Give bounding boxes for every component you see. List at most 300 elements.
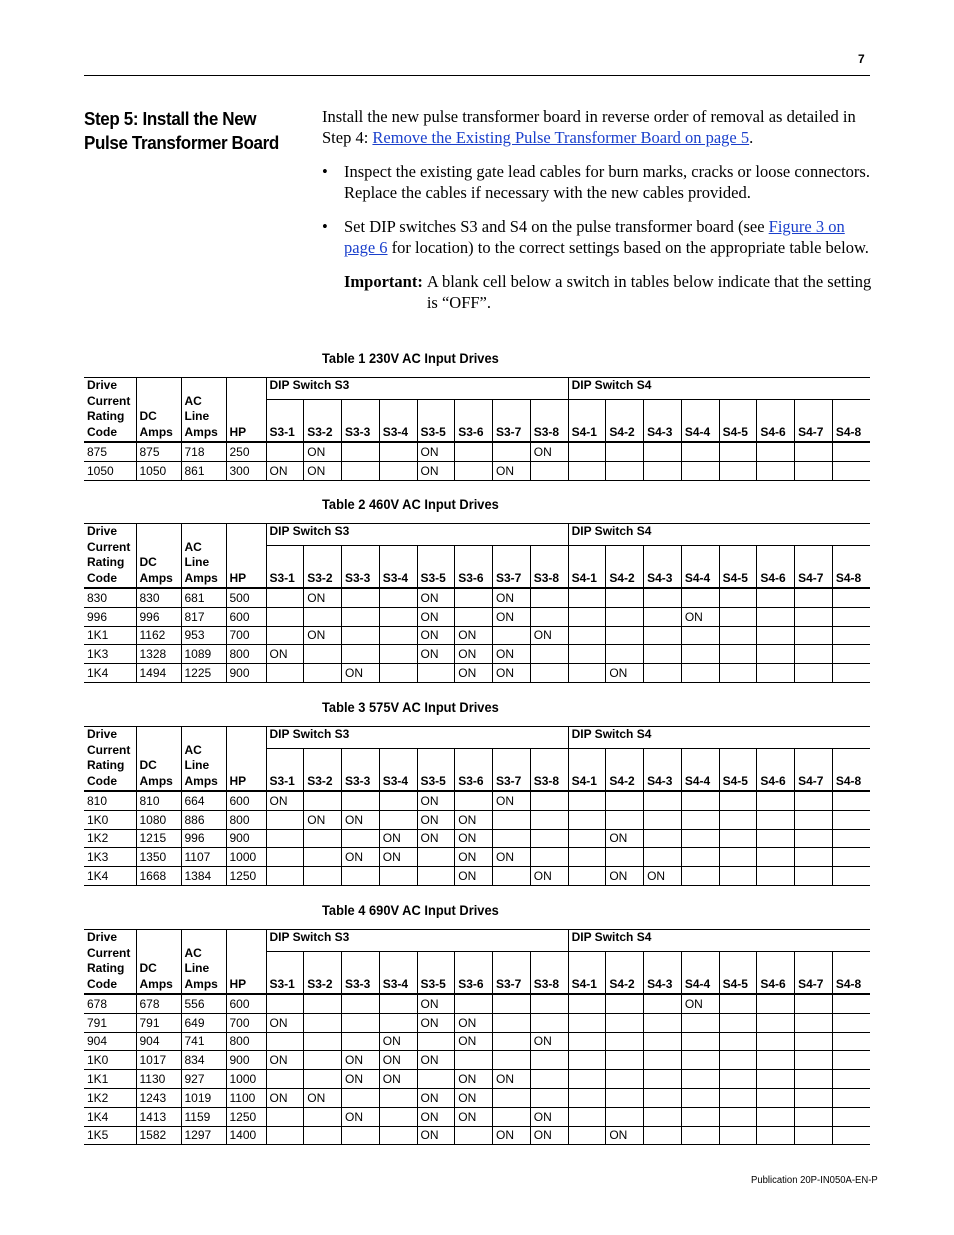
table-cell: 250 bbox=[226, 442, 266, 461]
table-cell bbox=[644, 664, 682, 683]
header-switch: S4-1 bbox=[568, 952, 606, 994]
table-cell: ON bbox=[266, 645, 304, 664]
header-dc-amps: DC Amps bbox=[136, 930, 181, 995]
table-cell bbox=[493, 829, 531, 848]
header-switch: S4-3 bbox=[644, 952, 682, 994]
table-cell bbox=[568, 829, 606, 848]
table-cell: ON bbox=[606, 664, 644, 683]
table-cell bbox=[644, 607, 682, 626]
table-cell: 1K2 bbox=[84, 829, 136, 848]
table-cell bbox=[342, 1032, 380, 1051]
table-cell bbox=[719, 1013, 757, 1032]
table-row bbox=[84, 994, 870, 1013]
table-cell: 1K3 bbox=[84, 645, 136, 664]
table-cell bbox=[568, 1070, 606, 1089]
table-cell bbox=[795, 626, 833, 645]
table-cell bbox=[530, 848, 568, 867]
table-cell: ON bbox=[455, 1013, 493, 1032]
table-cell bbox=[530, 829, 568, 848]
table-cell bbox=[644, 1126, 682, 1145]
body-text bbox=[322, 107, 872, 313]
table-caption: Table 2 460V AC Input Drives bbox=[322, 496, 499, 512]
table-cell bbox=[342, 588, 380, 607]
table-cell bbox=[606, 442, 644, 461]
table-cell bbox=[379, 1126, 417, 1145]
table-cell: ON bbox=[606, 1126, 644, 1145]
table-row bbox=[84, 1107, 870, 1126]
table-cell bbox=[266, 848, 304, 867]
table-row bbox=[84, 442, 870, 461]
table-cell: 830 bbox=[136, 588, 181, 607]
table-cell bbox=[530, 645, 568, 664]
table-cell bbox=[757, 994, 795, 1013]
header-drive-code: Drive Current Rating Code bbox=[84, 930, 136, 995]
header-switch: S4-5 bbox=[719, 546, 757, 588]
table-cell: 1000 bbox=[226, 1070, 266, 1089]
table-cell bbox=[644, 442, 682, 461]
table-cell: 886 bbox=[181, 810, 226, 829]
table-cell bbox=[606, 994, 644, 1013]
table-cell: 664 bbox=[181, 791, 226, 810]
table-cell bbox=[530, 810, 568, 829]
table-cell bbox=[832, 645, 870, 664]
table-cell: ON bbox=[417, 1051, 455, 1070]
table-cell: 996 bbox=[136, 607, 181, 626]
header-switch: S3-6 bbox=[455, 952, 493, 994]
table-cell bbox=[379, 791, 417, 810]
header-switch: S4-5 bbox=[719, 400, 757, 442]
table-cell: ON bbox=[379, 848, 417, 867]
table-row bbox=[84, 645, 870, 664]
table-cell bbox=[606, 645, 644, 664]
table-cell bbox=[832, 848, 870, 867]
header-switch: S3-3 bbox=[342, 546, 380, 588]
table-cell: ON bbox=[417, 626, 455, 645]
table-cell bbox=[530, 994, 568, 1013]
table-cell: 875 bbox=[136, 442, 181, 461]
table-cell: 1019 bbox=[181, 1088, 226, 1107]
header-switch: S4-6 bbox=[757, 546, 795, 588]
table-cell: 1089 bbox=[181, 645, 226, 664]
table-cell: 1130 bbox=[136, 1070, 181, 1089]
table-cell: ON bbox=[455, 1088, 493, 1107]
table-row bbox=[84, 1013, 870, 1032]
table-cell: 1350 bbox=[136, 848, 181, 867]
table-cell: ON bbox=[417, 994, 455, 1013]
table-cell bbox=[757, 1107, 795, 1126]
step-heading-line1: Step 5: Install the New bbox=[84, 108, 257, 129]
table-cell bbox=[681, 626, 719, 645]
table-cell bbox=[795, 1051, 833, 1070]
table-cell bbox=[455, 588, 493, 607]
table-cell bbox=[719, 829, 757, 848]
header-switch: S3-6 bbox=[455, 546, 493, 588]
table-cell bbox=[681, 1107, 719, 1126]
table-cell bbox=[644, 810, 682, 829]
table-row bbox=[84, 1051, 870, 1070]
table-cell: ON bbox=[417, 1013, 455, 1032]
table-cell bbox=[304, 645, 342, 664]
table-cell bbox=[832, 829, 870, 848]
table-cell: ON bbox=[606, 867, 644, 886]
table-cell bbox=[681, 442, 719, 461]
step-heading bbox=[84, 107, 282, 155]
table-cell bbox=[681, 588, 719, 607]
header-switch: S3-3 bbox=[342, 749, 380, 791]
table-cell: ON bbox=[493, 1070, 531, 1089]
table-cell bbox=[379, 461, 417, 480]
table-cell: ON bbox=[530, 1107, 568, 1126]
table-row bbox=[84, 588, 870, 607]
table-cell: 1413 bbox=[136, 1107, 181, 1126]
dip-switch-table bbox=[84, 929, 870, 1145]
table-cell bbox=[795, 848, 833, 867]
bullet-item bbox=[322, 162, 872, 203]
table-cell bbox=[644, 791, 682, 810]
table-cell bbox=[795, 1088, 833, 1107]
table-cell: ON bbox=[379, 1070, 417, 1089]
table-cell bbox=[644, 994, 682, 1013]
table-cell bbox=[568, 867, 606, 886]
table-cell bbox=[719, 664, 757, 683]
table-cell: ON bbox=[266, 1051, 304, 1070]
table-cell bbox=[832, 607, 870, 626]
table-cell: 996 bbox=[84, 607, 136, 626]
table-cell: 953 bbox=[181, 626, 226, 645]
header-switch: S4-3 bbox=[644, 400, 682, 442]
table-cell bbox=[530, 1070, 568, 1089]
table-cell bbox=[568, 810, 606, 829]
table-cell bbox=[832, 791, 870, 810]
table-cell: 800 bbox=[226, 810, 266, 829]
table-cell: ON bbox=[266, 1088, 304, 1107]
table-cell bbox=[719, 848, 757, 867]
header-switch: S3-6 bbox=[455, 749, 493, 791]
table-cell bbox=[606, 810, 644, 829]
table-cell bbox=[719, 1051, 757, 1070]
table-cell bbox=[266, 607, 304, 626]
header-dip-switch-s3: DIP Switch S3 bbox=[266, 930, 568, 952]
table-cell: 500 bbox=[226, 588, 266, 607]
table-cell bbox=[644, 1088, 682, 1107]
table-cell: 791 bbox=[84, 1013, 136, 1032]
table-cell bbox=[493, 442, 531, 461]
table-caption: Table 4 690V AC Input Drives bbox=[322, 902, 499, 918]
table-cell: ON bbox=[455, 810, 493, 829]
table-cell: 1250 bbox=[226, 867, 266, 886]
dip-switch-table bbox=[84, 523, 870, 683]
table-row bbox=[84, 867, 870, 886]
table-cell bbox=[304, 791, 342, 810]
table-cell bbox=[379, 1107, 417, 1126]
table-cell bbox=[568, 1051, 606, 1070]
table-cell bbox=[304, 1051, 342, 1070]
header-switch: S3-4 bbox=[379, 749, 417, 791]
table-cell bbox=[681, 1070, 719, 1089]
figure-3-link[interactable]: Figure 3 on page 6 bbox=[344, 217, 845, 257]
table-cell: 1328 bbox=[136, 645, 181, 664]
header-switch: S3-5 bbox=[417, 749, 455, 791]
table-cell: ON bbox=[455, 1107, 493, 1126]
table-cell: 1000 bbox=[226, 848, 266, 867]
table-cell: 1384 bbox=[181, 867, 226, 886]
intro-text-end: . bbox=[749, 127, 754, 147]
table-cell bbox=[530, 1013, 568, 1032]
header-ac-line-amps: AC Line Amps bbox=[181, 378, 226, 443]
table-cell: ON bbox=[455, 664, 493, 683]
table-cell bbox=[342, 1088, 380, 1107]
table-cell bbox=[530, 791, 568, 810]
table-cell bbox=[757, 588, 795, 607]
table-cell bbox=[266, 867, 304, 886]
header-switch: S4-3 bbox=[644, 546, 682, 588]
table-cell bbox=[719, 1088, 757, 1107]
table-cell bbox=[568, 626, 606, 645]
table-cell: 1162 bbox=[136, 626, 181, 645]
header-switch: S4-8 bbox=[832, 400, 870, 442]
table-cell bbox=[719, 994, 757, 1013]
table-cell bbox=[530, 1088, 568, 1107]
header-switch: S4-8 bbox=[832, 749, 870, 791]
table-cell bbox=[530, 461, 568, 480]
header-hp: HP bbox=[226, 727, 266, 792]
table-cell: 791 bbox=[136, 1013, 181, 1032]
publication-footer: Publication 20P-IN050A-EN-P bbox=[751, 1175, 878, 1186]
table-cell bbox=[757, 461, 795, 480]
table-cell bbox=[757, 867, 795, 886]
table-cell: 700 bbox=[226, 1013, 266, 1032]
table-cell: 1050 bbox=[84, 461, 136, 480]
table-cell bbox=[719, 791, 757, 810]
table-cell: ON bbox=[455, 848, 493, 867]
table-cell bbox=[681, 1051, 719, 1070]
table-cell bbox=[342, 645, 380, 664]
table-cell: 700 bbox=[226, 626, 266, 645]
table-cell bbox=[757, 1051, 795, 1070]
table-cell bbox=[304, 1107, 342, 1126]
table-cell bbox=[266, 994, 304, 1013]
table-cell: ON bbox=[342, 810, 380, 829]
remove-board-link[interactable]: Remove the Existing Pulse Transformer Board on page 5 bbox=[372, 127, 750, 147]
table-cell bbox=[795, 810, 833, 829]
header-switch: S4-7 bbox=[795, 952, 833, 994]
table-cell bbox=[606, 1107, 644, 1126]
table-cell bbox=[681, 848, 719, 867]
header-switch: S3-5 bbox=[417, 952, 455, 994]
table-cell bbox=[719, 607, 757, 626]
header-switch: S4-4 bbox=[681, 546, 719, 588]
table-cell bbox=[795, 791, 833, 810]
header-switch: S3-8 bbox=[530, 546, 568, 588]
table-cell bbox=[342, 626, 380, 645]
table-cell bbox=[266, 1126, 304, 1145]
table-cell: ON bbox=[455, 1070, 493, 1089]
table-cell bbox=[568, 848, 606, 867]
table-cell: 817 bbox=[181, 607, 226, 626]
table-cell: 1K4 bbox=[84, 664, 136, 683]
table-cell bbox=[304, 1070, 342, 1089]
intro-text: Install the new pulse transformer board in reverse order of removal as detailed in Step 4: bbox=[322, 107, 856, 147]
table-cell bbox=[493, 1032, 531, 1051]
table-cell bbox=[455, 607, 493, 626]
header-hp: HP bbox=[226, 378, 266, 443]
header-ac-line-amps: AC Line Amps bbox=[181, 930, 226, 995]
table-cell bbox=[795, 461, 833, 480]
header-switch: S3-7 bbox=[493, 546, 531, 588]
header-dip-switch-s3: DIP Switch S3 bbox=[266, 378, 568, 400]
table-cell bbox=[568, 588, 606, 607]
table-cell: ON bbox=[342, 664, 380, 683]
header-hp: HP bbox=[226, 930, 266, 995]
table-cell bbox=[719, 1107, 757, 1126]
header-switch: S4-3 bbox=[644, 749, 682, 791]
header-switch: S4-6 bbox=[757, 400, 795, 442]
table-cell: ON bbox=[644, 867, 682, 886]
table-cell bbox=[493, 1051, 531, 1070]
table-cell bbox=[757, 442, 795, 461]
table-cell bbox=[568, 645, 606, 664]
table-cell: 681 bbox=[181, 588, 226, 607]
header-switch: S3-2 bbox=[304, 546, 342, 588]
table-cell: ON bbox=[304, 461, 342, 480]
table-cell bbox=[342, 1126, 380, 1145]
dip-switch-table bbox=[84, 726, 870, 886]
table-cell: ON bbox=[493, 848, 531, 867]
table-cell bbox=[417, 664, 455, 683]
table-cell bbox=[493, 994, 531, 1013]
table-cell bbox=[719, 442, 757, 461]
header-switch: S3-1 bbox=[266, 952, 304, 994]
table-cell bbox=[606, 607, 644, 626]
important-text: A blank cell below a switch in tables below indicate that the setting is “OFF”. bbox=[426, 272, 872, 312]
table-cell bbox=[455, 1126, 493, 1145]
table-row bbox=[84, 626, 870, 645]
table-cell: 1107 bbox=[181, 848, 226, 867]
table-cell bbox=[304, 994, 342, 1013]
table-cell: 1100 bbox=[226, 1088, 266, 1107]
table-cell bbox=[832, 1088, 870, 1107]
table-cell: ON bbox=[530, 867, 568, 886]
table-cell: ON bbox=[681, 607, 719, 626]
table-cell bbox=[681, 791, 719, 810]
table-row bbox=[84, 664, 870, 683]
header-switch: S4-7 bbox=[795, 546, 833, 588]
bullet-text: Inspect the existing gate lead cables for burn marks, cracks or loose connectors. Replace the cables if necessary with the new cables provided. bbox=[344, 162, 870, 202]
table-cell: 1225 bbox=[181, 664, 226, 683]
table-cell: 1582 bbox=[136, 1126, 181, 1145]
table-cell bbox=[417, 848, 455, 867]
table-cell: ON bbox=[530, 442, 568, 461]
table-cell bbox=[342, 1013, 380, 1032]
table-cell: ON bbox=[530, 1032, 568, 1051]
header-switch: S4-1 bbox=[568, 400, 606, 442]
dip-switch-table bbox=[84, 377, 870, 481]
table-cell bbox=[568, 442, 606, 461]
table-cell: 875 bbox=[84, 442, 136, 461]
table-cell: 1297 bbox=[181, 1126, 226, 1145]
table-row bbox=[84, 461, 870, 480]
table-cell: ON bbox=[417, 645, 455, 664]
bullet-item bbox=[322, 217, 872, 258]
table-cell bbox=[379, 994, 417, 1013]
table-cell bbox=[832, 1070, 870, 1089]
table-cell: ON bbox=[304, 810, 342, 829]
header-switch: S4-2 bbox=[606, 546, 644, 588]
table-cell bbox=[795, 1107, 833, 1126]
table-cell bbox=[681, 664, 719, 683]
table-cell bbox=[568, 994, 606, 1013]
table-cell: 1K1 bbox=[84, 1070, 136, 1089]
bullet-dot: • bbox=[322, 217, 328, 236]
header-switch: S3-2 bbox=[304, 749, 342, 791]
header-drive-code: Drive Current Rating Code bbox=[84, 378, 136, 443]
header-switch: S3-7 bbox=[493, 400, 531, 442]
table-cell bbox=[606, 791, 644, 810]
table-cell: ON bbox=[493, 664, 531, 683]
table-cell bbox=[304, 1032, 342, 1051]
header-switch: S3-3 bbox=[342, 952, 380, 994]
header-switch: S4-6 bbox=[757, 952, 795, 994]
table-cell bbox=[379, 588, 417, 607]
table-cell bbox=[757, 1032, 795, 1051]
table-cell: 1400 bbox=[226, 1126, 266, 1145]
header-dip-switch-s3: DIP Switch S3 bbox=[266, 727, 568, 749]
table-row bbox=[84, 810, 870, 829]
table-cell bbox=[606, 461, 644, 480]
header-dip-switch-s4: DIP Switch S4 bbox=[568, 930, 870, 952]
table-cell: 1K2 bbox=[84, 1088, 136, 1107]
table-cell bbox=[644, 588, 682, 607]
table-cell bbox=[568, 1032, 606, 1051]
table-cell: 1K1 bbox=[84, 626, 136, 645]
header-switch: S3-7 bbox=[493, 952, 531, 994]
table-cell bbox=[832, 626, 870, 645]
table-cell: 1K3 bbox=[84, 848, 136, 867]
header-switch: S4-5 bbox=[719, 749, 757, 791]
table-cell: 810 bbox=[136, 791, 181, 810]
table-cell bbox=[719, 867, 757, 886]
table-cell: 1K0 bbox=[84, 1051, 136, 1070]
header-switch: S3-4 bbox=[379, 952, 417, 994]
table-cell bbox=[266, 1107, 304, 1126]
table-cell bbox=[568, 1013, 606, 1032]
table-cell: 649 bbox=[181, 1013, 226, 1032]
table-cell bbox=[719, 461, 757, 480]
table-cell bbox=[719, 1126, 757, 1145]
table-cell bbox=[757, 810, 795, 829]
table-cell bbox=[832, 994, 870, 1013]
table-cell: 834 bbox=[181, 1051, 226, 1070]
table-cell bbox=[342, 867, 380, 886]
table-cell bbox=[644, 1032, 682, 1051]
table-cell: 678 bbox=[136, 994, 181, 1013]
table-cell bbox=[757, 664, 795, 683]
header-dip-switch-s3: DIP Switch S3 bbox=[266, 524, 568, 546]
table-cell bbox=[304, 607, 342, 626]
table-cell: 1080 bbox=[136, 810, 181, 829]
table-cell bbox=[832, 810, 870, 829]
table-cell bbox=[606, 1088, 644, 1107]
table-cell: ON bbox=[266, 791, 304, 810]
table-cell bbox=[832, 664, 870, 683]
table-cell bbox=[795, 664, 833, 683]
table-cell: 1159 bbox=[181, 1107, 226, 1126]
table-cell: ON bbox=[417, 829, 455, 848]
table-cell: 900 bbox=[226, 664, 266, 683]
table-cell: ON bbox=[417, 1126, 455, 1145]
table-cell: 678 bbox=[84, 994, 136, 1013]
table-cell bbox=[342, 994, 380, 1013]
